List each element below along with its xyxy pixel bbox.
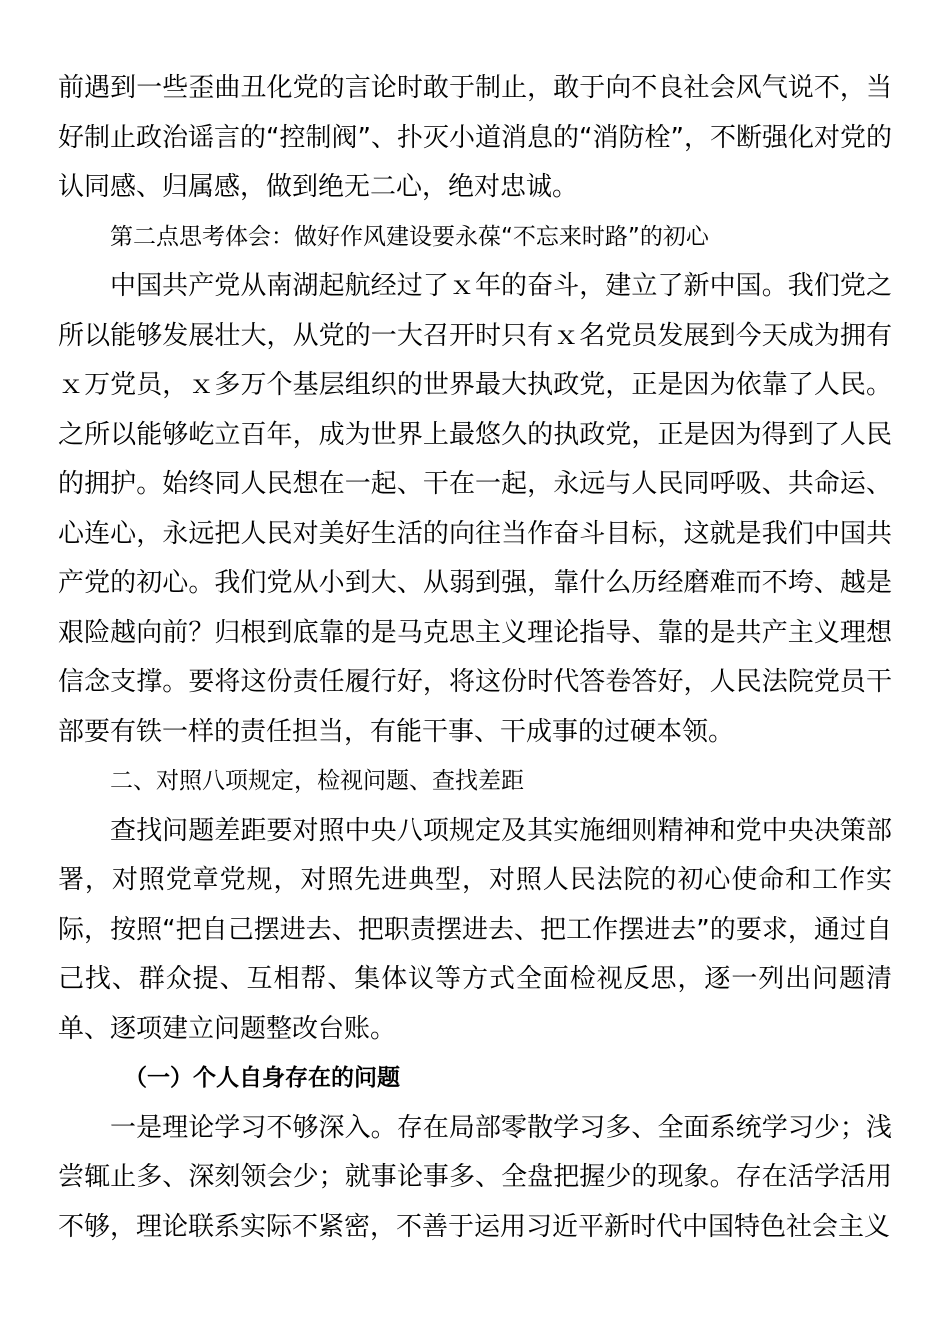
paragraph-find-gaps: 查找问题差距要对照中央八项规定及其实施细则精神和党中央决策部署，对照党章党规，对照先进典型，对照人民法院的初心使命和工作实际，按照“把自己摆进去、把职责摆进去、把工作摆进去”的要求，通过自己找、群众提、互相帮、集体议等方式全面检视反思，逐一列出问题清单、逐项建立问题整改台账。 xyxy=(58,815,892,1044)
subheading-personal-problems: （一）个人自身存在的问题 xyxy=(124,1065,400,1091)
section-heading-eight-rules: 二、对照八项规定，检视问题、查找差距 xyxy=(110,768,524,794)
section-heading-second-reflection: 第二点思考体会：做好作风建设要永葆“不忘来时路”的初心 xyxy=(110,223,709,250)
paragraph-party-history: 中国共产党从南湖起航经过了ｘ年的奋斗，建立了新中国。我们党之所以能够发展壮大，从党的一大召开时只有ｘ名党员发展到今天成为拥有ｘ万党员，ｘ多万个基层组织的世界最大执政党，正是因为依靠了人民。之所以能够屹立百年，成为世界上最悠久的执政党，正是因为得到了人民的拥护。始终同人民想在一起、干在一起，永远与人民同呼吸、共命运、心连心，永远把人民对美好生活的向往当作奋斗目标，这就是我们中国共产党的初心。我们党从小到大、从弱到强，靠什么历经磨难而不垮、越是艰险越向前？归根到底靠的是马克思主义理论指导、靠的是共产主义理想信念支撑。要将这份责任履行好，将这份时代答卷答好，人民法院党员干部要有铁一样的责任担当，有能干事、干成事的过硬本领。 xyxy=(58,271,892,747)
document-page xyxy=(58,64,892,1252)
paragraph-theory-study: 一是理论学习不够深入。存在局部零散学习多、全面系统学习少；浅尝辄止多、深刻领会少；就事论事多、全盘把握少的现象。存在活学活用不够，理论联系实际不紧密，不善于运用习近平新时代中国特色社会主义 xyxy=(58,1112,892,1242)
paragraph-loyalty-continued: 前遇到一些歪曲丑化党的言论时敢于制止，敢于向不良社会风气说不，当好制止政治谣言的“控制阀”、扑灭小道消息的“消防栓”，不断强化对党的认同感、归属感，做到绝无二心，绝对忠诚。 xyxy=(58,73,892,202)
